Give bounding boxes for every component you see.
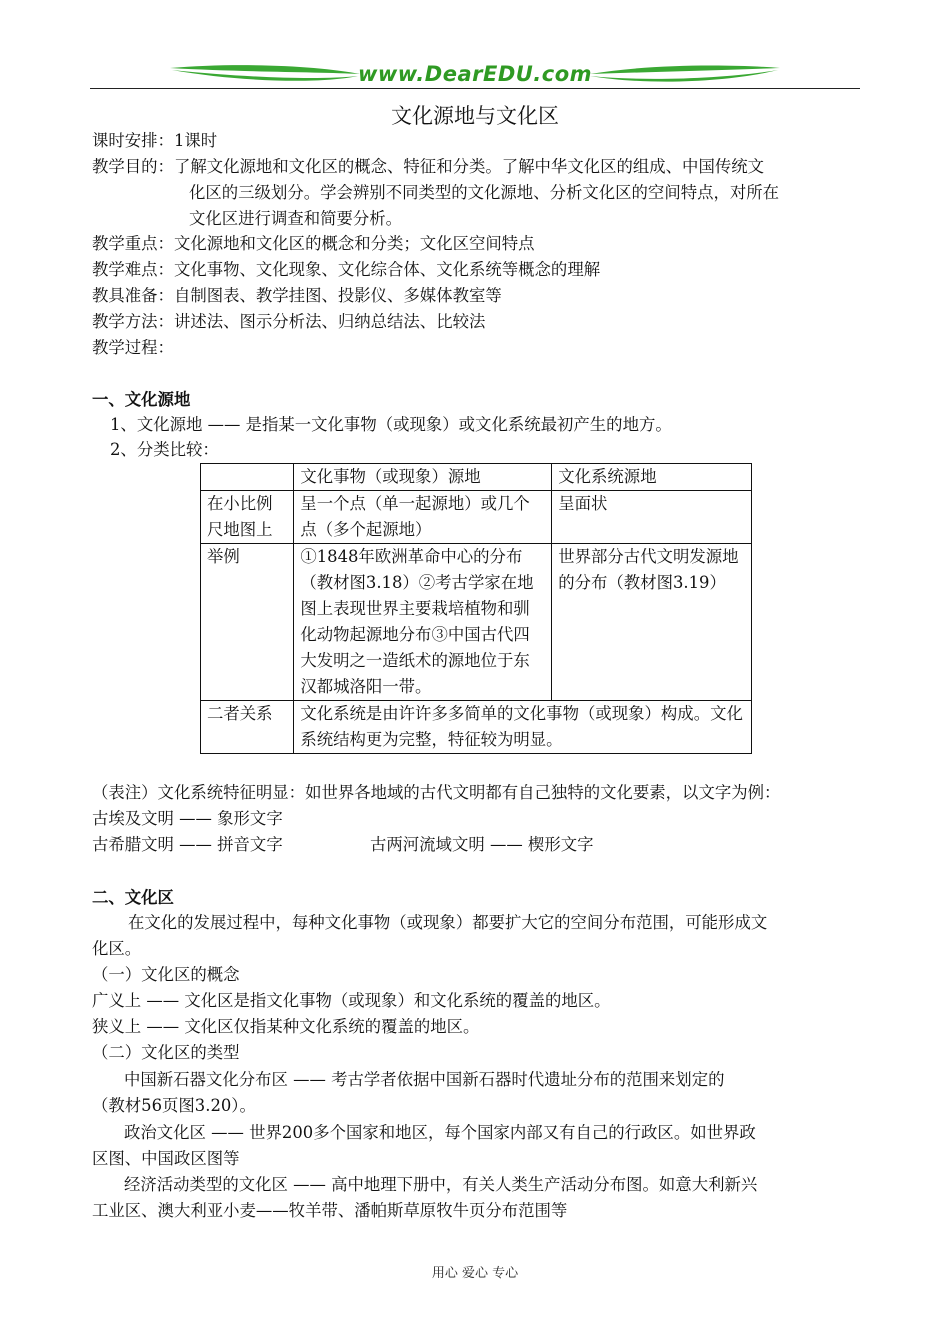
example-egypt: 古埃及文明 —— 象形文字 [92, 809, 283, 828]
table-row [201, 544, 752, 701]
table-cell: ①1848年欧洲革命中心的分布（教材图3.18）②考古学家在地图上表现世界主要栽培植物和驯化动物起源地分布③中国古代四大发明之一造纸术的源地位于东汉都城洛阳一带。 [294, 544, 552, 701]
concept-narrow: 狭义上 —— 文化区仅指某种文化系统的覆盖的地区。 [92, 1017, 480, 1036]
subsection-types: （二）文化区的类型 [92, 1043, 240, 1062]
table-header-cell [201, 464, 294, 491]
table-header-cell: 文化事物（或现象）源地 [294, 464, 552, 491]
header-divider [90, 88, 860, 89]
document-title: 文化源地与文化区 [391, 104, 559, 128]
section1-heading: 一、文化源地 [92, 390, 191, 409]
type-political-line2: 区图、中国政区图等 [92, 1149, 240, 1168]
table-header-cell: 文化系统源地 [552, 464, 752, 491]
table-header-row [201, 464, 752, 491]
table-cell: 呈面状 [552, 491, 752, 544]
section2-heading: 二、文化区 [92, 888, 174, 907]
meta-difficulties: 教学难点：文化事物、文化现象、文化综合体、文化系统等概念的理解 [92, 260, 601, 279]
meta-process: 教学过程： [92, 338, 174, 357]
table-row [201, 491, 752, 544]
table-cell: 世界部分古代文明发源地的分布（教材图3.19） [552, 544, 752, 701]
page-footer: 用心 爱心 专心 [431, 1266, 519, 1281]
type-political: 政治文化区 —— 世界200多个国家和地区，每个国家内部又有自己的行政区。如世界政 [124, 1123, 756, 1142]
meta-materials: 教具准备：自制图表、教学挂图、投影仪、多媒体教室等 [92, 286, 502, 305]
type-economic-line2: 工业区、澳大利亚小麦——牧羊带、潘帕斯草原牧牛页分布范围等 [92, 1201, 568, 1220]
type-neolithic: 中国新石器文化分布区 —— 考古学者依据中国新石器时代遗址分布的范围来划定的 [124, 1070, 725, 1089]
table-cell: 二者关系 [201, 701, 294, 754]
type-neolithic-line2: （教材56页图3.20）。 [92, 1096, 256, 1115]
meta-methods: 教学方法：讲述法、图示分析法、归纳总结法、比较法 [92, 312, 486, 331]
site-url[interactable]: www.DearEDU.com [357, 62, 593, 86]
table-cell: 在小比例尺地图上 [201, 491, 294, 544]
meta-key-points: 教学重点：文化源地和文化区的概念和分类；文化区空间特点 [92, 234, 535, 253]
table-cell: 文化系统是由许许多多简单的文化事物（或现象）构成。文化系统结构更为完整，特征较为明显。 [294, 701, 752, 754]
type-economic: 经济活动类型的文化区 —— 高中地理下册中，有关人类生产活动分布图。如意大利新兴 [124, 1175, 758, 1194]
concept-broad: 广义上 —— 文化区是指文化事物（或现象）和文化系统的覆盖的地区。 [92, 991, 611, 1010]
table-cell: 举例 [201, 544, 294, 701]
table-note: （表注）文化系统特征明显：如世界各地域的古代文明都有自己独特的文化要素，以文字为例： [92, 783, 781, 802]
table-row [201, 701, 752, 754]
meta-goal-line3: 文化区进行调查和简要分析。 [189, 209, 403, 228]
meta-goal-line2: 化区的三级划分。学会辨别不同类型的文化源地、分析文化区的空间特点，对所在 [189, 183, 780, 202]
section2-intro-line2: 化区。 [92, 939, 142, 958]
table-cell: 呈一个点（单一起源地）或几个点（多个起源地） [294, 491, 552, 544]
comparison-table [200, 463, 752, 754]
subsection-concept: （一）文化区的概念 [92, 965, 240, 984]
section1-item1: 1、文化源地 —— 是指某一文化事物（或现象）或文化系统最初产生的地方。 [110, 415, 672, 434]
example-greece: 古希腊文明 —— 拼音文字 [92, 835, 283, 854]
meta-hours: 课时安排：1课时 [92, 131, 218, 150]
section2-intro: 在文化的发展过程中，每种文化事物（或现象）都要扩大它的空间分布范围，可能形成文 [128, 913, 768, 932]
example-mesopotamia: 古两河流域文明 —— 楔形文字 [370, 835, 594, 854]
meta-goal: 教学目的：了解文化源地和文化区的概念、特征和分类。了解中华文化区的组成、中国传统文 [92, 157, 765, 176]
section1-item2: 2、分类比较： [110, 440, 219, 459]
